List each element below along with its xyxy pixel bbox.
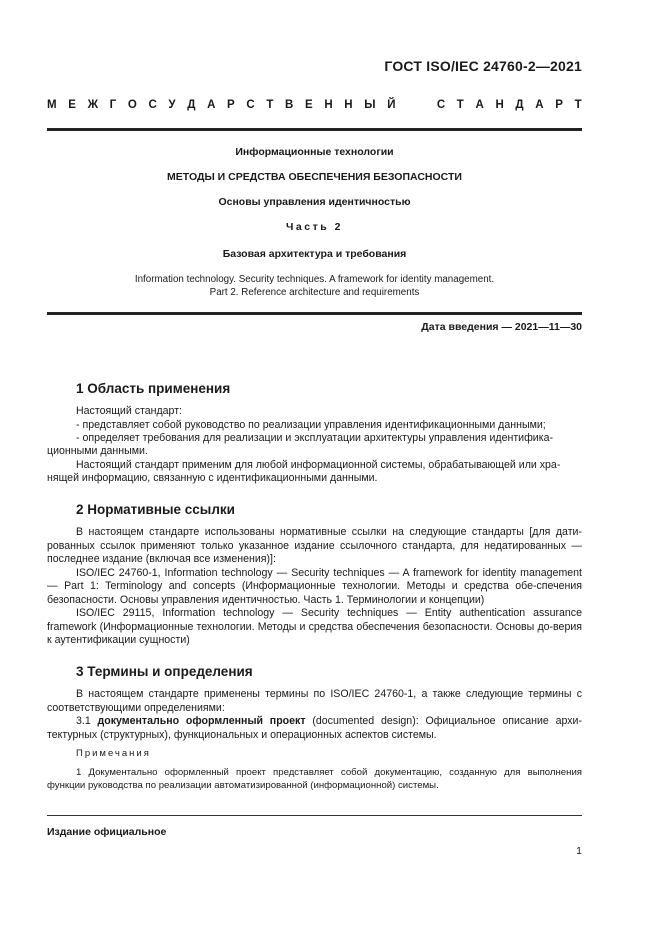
banner-letter: А: [535, 99, 544, 111]
section2-heading: 2 Нормативные ссылки: [76, 502, 235, 517]
notes-label: Примечания: [76, 748, 151, 759]
term-3-1: 3.1 документально оформленный проект (documented design): Официальное описание архи-тектурных (структурных), функциональных и операционных аспектов системы.: [47, 715, 582, 741]
section1-line: - представляет собой руководство по реализации управления идентификационными данными;: [76, 418, 546, 431]
interstate-standard-banner: [47, 99, 582, 111]
title-block: [47, 140, 582, 300]
section2-paragraph: ISO/IEC 29115, Information technology — Security techniques — Entity authentication assurance framework (Информационные технологии. Методы и средства обеспечения безопасности. Основы до-верия к аутентификации сущности): [47, 607, 582, 646]
banner-letter: Д: [515, 99, 524, 111]
main-title: МЕТОДЫ И СРЕДСТВА ОБЕСПЕЧЕНИЯ БЕЗОПАСНОСТИ: [167, 171, 462, 183]
banner-letter: Г: [109, 99, 117, 111]
section1-continuation: ционными данными. Настоящий стандарт применим для любой информационной системы, обрабатывающей или хра- нящей информацию, связанную с идентификационными данными.: [47, 445, 561, 484]
section1-line: Настоящий стандарт:: [76, 405, 182, 417]
english-title-line2: Part 2. Reference architecture and requirements: [209, 287, 420, 298]
footer-rule: [47, 815, 582, 816]
banner-letter: Т: [456, 99, 464, 111]
section2-paragraph: В настоящем стандарте использованы нормативные ссылки на следующие стандарты [для дати-рованных ссылок применяют только указанное издание ссылочного стандарта, для недатированных — последнее издание (включая все изменения)]:: [47, 526, 582, 565]
banner-letter: Е: [68, 99, 76, 111]
banner-letter: [422, 99, 425, 111]
section1-body: [76, 405, 582, 446]
title-rule: [47, 312, 582, 315]
section3-heading: 3 Термины и определения: [76, 664, 253, 679]
banner-letter: В: [285, 99, 294, 111]
banner-letter: [407, 99, 410, 111]
document-designation: ГОСТ ISO/IEC 24760-2—2021: [384, 58, 582, 74]
banner-letter: М: [47, 99, 57, 111]
english-title-line1: Information technology. Security techniques. A framework for identity management.: [134, 274, 495, 285]
banner-letter: О: [127, 99, 137, 111]
section2-body: [47, 526, 582, 648]
subtitle: Основы управления идентичностью: [218, 196, 411, 208]
banner-letter: Т: [574, 99, 582, 111]
page-number: 1: [576, 845, 582, 857]
banner-letter: С: [436, 99, 446, 111]
banner-letter: Ы: [364, 99, 376, 111]
section3-paragraph: В настоящем стандарте применены термины по ISO/IEC 24760-1, а также следующие термины с соответствующими определениями:: [47, 688, 582, 714]
banner-letter: Ж: [87, 99, 98, 111]
official-edition-label: Издание официальное: [47, 826, 167, 838]
introduction-date: Дата введения — 2021—11—30: [421, 321, 582, 333]
banner-letter: Р: [227, 99, 235, 111]
field-title: Информационные технологии: [235, 146, 394, 158]
section1-heading: 1 Область применения: [76, 381, 231, 396]
banner-letter: А: [475, 99, 484, 111]
banner-letter: У: [168, 99, 176, 111]
banner-letter: С: [148, 99, 157, 111]
part-title: Базовая архитектура и требования: [222, 248, 407, 260]
section1-line: - определяет требования для реализации и эксплуатации архитектуры управления идентифика-: [76, 432, 554, 444]
banner-letter: Н: [495, 99, 504, 111]
banner-letter: Р: [555, 99, 563, 111]
section2-paragraph: ISO/IEC 24760-1, Information technology — Security techniques — A framework for identity management — Part 1: Terminology and concepts (Информационные технологии. Методы и средства обе-спечения безопасности. Основы управления идентичностью. Часть 1. Терминологии и концепции): [47, 566, 582, 606]
term-name: документально оформленный проект: [97, 715, 306, 727]
banner-letter: Н: [344, 99, 353, 111]
banner-letter: Т: [266, 99, 274, 111]
section3-body: [47, 688, 582, 742]
note-1: 1 Документально оформленный проект представляет собой документацию, созданную для выполнения функции руководства по реализации автоматизированной (информационной) системы.: [47, 767, 582, 791]
header-rule: [47, 128, 582, 131]
banner-letter: Н: [324, 99, 333, 111]
banner-letter: Д: [187, 99, 196, 111]
banner-letter: Е: [305, 99, 313, 111]
banner-letter: С: [246, 99, 255, 111]
part-label: Часть 2: [286, 221, 343, 233]
banner-letter: Й: [387, 99, 396, 111]
banner-letter: А: [207, 99, 216, 111]
